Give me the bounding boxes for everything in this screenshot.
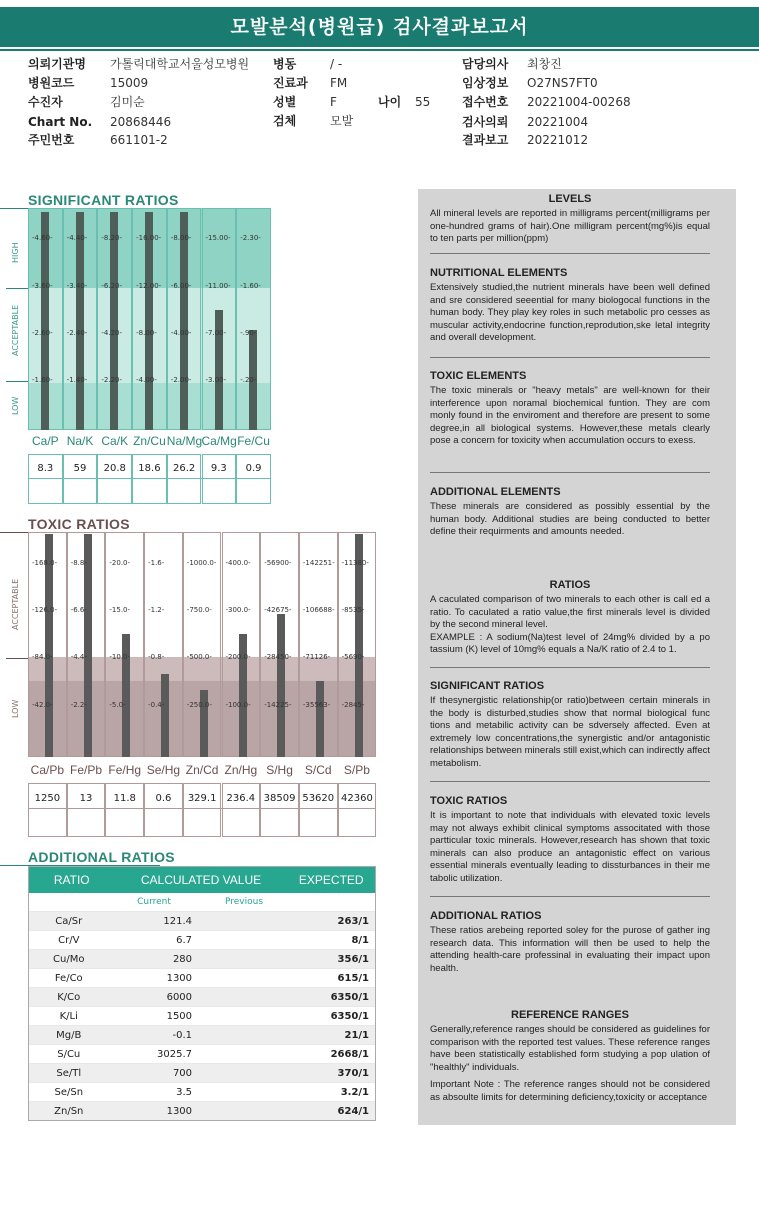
table-row — [29, 911, 375, 930]
divider — [430, 472, 710, 473]
current-cell: 700 — [172, 1067, 193, 1079]
current-cell: 3.5 — [176, 1086, 193, 1098]
ratio-label: Na/Mg — [166, 434, 203, 448]
info-value: FM — [330, 76, 348, 90]
ratios-section — [430, 579, 710, 657]
info-value: / - — [330, 57, 343, 71]
ratio-label: Ca/Pb — [30, 763, 65, 777]
additional-ratios-text: These ratios arebeing reported soley for the purose of gather ing research data. This information will then be used to help the attending health-care professinal in evaluating their impact upon health. — [430, 925, 710, 974]
table-body — [29, 911, 375, 1120]
tick-label: -84.0- — [32, 653, 53, 661]
ratio-label: Zn/Hg — [224, 763, 258, 777]
col-header-calculated: CALCULATED VALUE — [140, 873, 262, 887]
info-label: 진료과 — [273, 76, 308, 90]
ratio-value: 0.9 — [245, 463, 262, 474]
additional-elements-section — [430, 486, 710, 539]
ratio-label: Fe/Cu — [237, 434, 270, 448]
tick-label: -8535- — [341, 606, 365, 614]
table-row — [29, 1044, 375, 1063]
info-value: 가톨릭대학교서울성모병원 — [110, 57, 250, 71]
value-cell — [63, 454, 98, 504]
tick-label: -6.00- — [170, 282, 192, 290]
expected-cell: 615/1 — [337, 972, 370, 984]
info-value: 모발 — [330, 114, 354, 128]
y-zone-label: HIGH — [11, 242, 20, 263]
zone-marker — [6, 381, 28, 382]
tick-label: -71126- — [302, 653, 331, 661]
toxic-ratios-heading: TOXIC RATIOS — [430, 795, 508, 807]
expected-cell: 21/1 — [344, 1029, 370, 1041]
ratio-label: Ca/Mg — [201, 434, 237, 448]
ratio-label: Zn/Cd — [185, 763, 219, 777]
tick-label: -106688- — [302, 606, 335, 614]
expected-cell: 356/1 — [337, 953, 370, 965]
tick-label: -6.6- — [70, 606, 87, 614]
tick-label: -3.40- — [66, 282, 88, 290]
y-zone-label: LOW — [11, 699, 20, 718]
toxic-ratios-chart — [0, 532, 380, 838]
ratio-cell: Ca/Sr — [55, 915, 83, 927]
ratio-bar — [145, 212, 153, 430]
info-value: 김미순 — [110, 95, 145, 109]
additional-elements-text: These minerals are considered as possibly essential by the human body. Additional studies are being conducted to better define their requirments and amounts needed. — [430, 501, 710, 537]
tick-label: -250.0- — [186, 701, 212, 709]
info-label: Chart No. — [28, 115, 93, 129]
info-label: 병동 — [273, 57, 297, 71]
divider — [430, 253, 710, 254]
value-cell — [167, 454, 202, 504]
info-value: 15009 — [110, 76, 149, 90]
table-row — [29, 968, 375, 987]
info-value: 55 — [415, 95, 431, 109]
table-row — [29, 1082, 375, 1101]
ratio-cell: Mg/B — [56, 1029, 82, 1041]
significant-ratios-title: SIGNIFICANT RATIOS — [28, 192, 179, 208]
tick-label: -15.0- — [109, 606, 131, 614]
y-zone-label: LOW — [11, 396, 20, 415]
ratio-bar — [110, 212, 118, 430]
expected-cell: 8/1 — [351, 934, 370, 946]
ratio-cell: K/Co — [57, 991, 81, 1003]
ratio-value: 20.8 — [103, 463, 126, 474]
reference-ranges-note: Important Note : The reference ranges should not be considered as absoulte limits for determining deficiency,toxicity or acceptance — [430, 1079, 710, 1103]
ratio-value: 38509 — [263, 793, 296, 804]
subheader-current: Current — [137, 897, 171, 907]
divider — [430, 781, 710, 782]
info-value: 20221012 — [527, 133, 589, 147]
tick-label: -12.00- — [136, 282, 162, 290]
additional-ratios-heading: ADDITIONAL RATIOS — [430, 910, 542, 922]
tick-label: -400.0- — [225, 559, 251, 567]
info-value: O27NS7FT0 — [527, 76, 598, 90]
ratio-label: S/Cd — [304, 763, 332, 777]
ratio-cell: Fe/Co — [54, 972, 83, 984]
tick-label: -1.2- — [148, 606, 165, 614]
info-label: 주민번호 — [28, 133, 75, 147]
expected-cell: 6350/1 — [330, 1010, 370, 1022]
table-header — [29, 867, 375, 893]
zone-marker — [6, 658, 28, 659]
expected-cell: 6350/1 — [330, 991, 370, 1003]
expected-cell: 370/1 — [337, 1067, 370, 1079]
tick-label: -0.8- — [148, 653, 165, 661]
value-cell — [67, 783, 106, 837]
info-label: 수진자 — [28, 95, 63, 109]
ratio-cell: K/Li — [59, 1010, 78, 1022]
reference-ranges-section — [430, 1009, 710, 1104]
additional-ratios-table — [28, 866, 376, 1121]
tick-label: -16.00- — [136, 234, 162, 242]
tick-label: -0.4- — [148, 701, 165, 709]
ratio-value: 53620 — [302, 793, 335, 804]
tick-label: -8.00- — [170, 234, 192, 242]
tick-label: -2.2- — [70, 701, 87, 709]
tick-label: -35563- — [302, 701, 331, 709]
tick-label: -4.60- — [32, 234, 53, 242]
tick-label: -8.00- — [136, 329, 157, 337]
info-label: 나이 — [378, 95, 402, 109]
info-grid — [0, 55, 759, 155]
reference-ranges-heading: REFERENCE RANGES — [511, 1009, 629, 1021]
nutritional-heading: NUTRITIONAL ELEMENTS — [430, 267, 568, 279]
info-label: 담당의사 — [462, 57, 509, 71]
tick-label: -42.0- — [32, 701, 53, 709]
tick-label: -4.4- — [70, 653, 87, 661]
table-row — [29, 930, 375, 949]
current-cell: 1300 — [166, 1105, 193, 1117]
ratio-value: 59 — [73, 463, 87, 474]
tick-label: -200.0- — [225, 653, 251, 661]
additional-ratios-section — [430, 910, 710, 975]
toxic-elements-text: The toxic minerals or "heavy metals" are well-known for their interference upon noramal biochemical funtion. They are com monly found in the enviroment and therefore are present to some degree,in all biological systems. However,these metals clearly pose a concern for toxicity when accumulation occurs to exess. — [430, 385, 710, 446]
tick-label: -3.60- — [32, 282, 53, 290]
tick-label: -28450- — [264, 653, 292, 661]
tick-label: -1.60- — [32, 376, 53, 384]
table-row — [29, 949, 375, 968]
tick-label: -2.30- — [240, 234, 261, 242]
toxic-elements-section — [430, 370, 710, 448]
nutritional-text: Extensively studied,the nutrient minerals have been well defined and sre considered seeential for many biologocal functions in the human body. They play key roles in such metabolic pro cesses as muscular activity,endocrine function,reprodution,ske letal integrity and overall development. — [430, 282, 710, 343]
info-value: 20868446 — [110, 115, 172, 129]
info-label: 의뢰기관명 — [28, 57, 86, 71]
ratio-label: Fe/Pb — [70, 763, 103, 777]
y-zone-label: ACCEPTABLE — [11, 304, 20, 356]
tick-label: -100.0- — [225, 701, 251, 709]
value-cell — [202, 454, 237, 504]
ratio-value: 42360 — [341, 793, 373, 804]
row-divider — [28, 478, 271, 479]
explanation-panel — [418, 189, 736, 1125]
current-cell: 1300 — [166, 972, 193, 984]
ratio-bar — [45, 534, 53, 757]
current-cell: 6.7 — [176, 934, 193, 946]
value-cell — [105, 783, 144, 837]
ratio-value: 236.4 — [226, 793, 256, 804]
col-header-expected: EXPECTED — [298, 873, 364, 887]
tick-label: -6.20- — [101, 282, 123, 290]
tick-label: -4.20- — [101, 329, 123, 337]
info-value: 20221004 — [527, 115, 589, 129]
info-value: 661101-2 — [110, 133, 168, 147]
info-label: 검체 — [273, 114, 297, 128]
ratio-bar — [316, 681, 324, 757]
toxic-ratios-text: It is important to note that individuals with elevated toxic levels may not always exhibit clinical symptoms associtated with those partticular toxic minerals. However,research has shown that toxic minerals can also produce an antagonistic effect on various essential minerals eventually leading to dissturbances in their me tabolic utilization. — [430, 810, 710, 884]
tick-label: -11.00- — [205, 282, 231, 290]
tick-label: -142251- — [302, 559, 335, 567]
ratio-value: 8.3 — [37, 463, 54, 474]
ratio-bar — [277, 614, 285, 757]
tick-label: -750.0- — [186, 606, 212, 614]
tick-label: -2.40- — [66, 329, 88, 337]
levels-heading: LEVELS — [548, 193, 592, 205]
ratio-bar — [161, 674, 169, 757]
value-cell — [299, 783, 338, 837]
value-cell — [236, 454, 271, 504]
tick-label: -5.0- — [109, 701, 126, 709]
tick-label: -4.40- — [66, 234, 88, 242]
ratio-cell: Cu/Mo — [53, 953, 85, 965]
value-cell — [132, 454, 167, 504]
reference-ranges-text: Generally,reference ranges should be considered as guidelines for comparison with the reported test values. These reference ranges have been statistically established form studying a pop ulation of "healthly" individuals. — [430, 1024, 710, 1073]
tick-label: -8.20- — [101, 234, 123, 242]
info-label: 병원코드 — [28, 76, 75, 90]
ratio-value: 329.1 — [187, 793, 217, 804]
divider — [430, 896, 710, 897]
ratio-bar — [84, 534, 92, 757]
tick-label: -.90- — [240, 329, 257, 337]
tick-label: -168.0- — [32, 559, 58, 567]
ratio-bar — [355, 534, 363, 757]
info-label: 결과보고 — [462, 133, 509, 147]
zone-marker — [6, 288, 28, 289]
table-row — [29, 1006, 375, 1025]
info-label: 검사의뢰 — [462, 115, 509, 129]
tick-label: -126.0- — [32, 606, 58, 614]
tick-label: -1.40- — [66, 376, 88, 384]
tick-label: -56900- — [264, 559, 292, 567]
ratio-bar — [76, 212, 84, 430]
tick-label: -2.60- — [32, 329, 53, 337]
table-row — [29, 1101, 375, 1120]
ratio-label: Na/K — [66, 434, 94, 448]
tick-label: -2.00- — [170, 376, 192, 384]
current-cell: 121.4 — [163, 915, 193, 927]
value-cell — [222, 783, 261, 837]
ratio-value: 9.3 — [210, 463, 227, 474]
significant-ratios-section — [430, 680, 710, 770]
ratio-cell: Se/Tl — [56, 1067, 82, 1079]
ratios-text: A caculated comparison of two minerals to each other is call ed a ratio. To caculated a ratio value,the first minerals level is divided by the second mineral level. — [430, 594, 710, 630]
toxic-ratios-section — [430, 795, 710, 885]
ratio-value: 11.8 — [113, 793, 136, 804]
ratio-bar — [180, 212, 188, 430]
value-cell — [260, 783, 299, 837]
table-row — [29, 987, 375, 1006]
ratio-label: S/Pb — [343, 763, 370, 777]
current-cell: 3025.7 — [157, 1048, 193, 1060]
current-cell: -0.1 — [172, 1029, 193, 1041]
table-row — [29, 1063, 375, 1082]
ratio-label: Zn/Cu — [133, 434, 166, 448]
ratio-label: Ca/K — [101, 434, 129, 448]
col-header-ratio: RATIO — [53, 873, 90, 887]
info-label: 접수번호 — [462, 95, 509, 109]
table-subheader — [29, 893, 375, 911]
tick-label: -14225- — [264, 701, 292, 709]
value-cell — [183, 783, 222, 837]
nutritional-section — [430, 267, 710, 345]
ratio-cell: Se/Sn — [54, 1086, 84, 1098]
y-zone-label: ACCEPTABLE — [11, 578, 20, 630]
tick-label: -7.00- — [205, 329, 227, 337]
ratio-label: Fe/Hg — [108, 763, 142, 777]
current-cell: 6000 — [166, 991, 193, 1003]
tick-label: -8.8- — [70, 559, 87, 567]
tick-label: -1.6- — [148, 559, 165, 567]
ratio-bar — [41, 212, 49, 430]
levels-text: All mineral levels are reported in milligrams percent(milligrams per one-hundred grams of hair).One milligram percent(mg%)is equal to ten parts per million(ppm) — [430, 208, 710, 244]
table-row — [29, 1025, 375, 1044]
tick-label: -15.00- — [205, 234, 231, 242]
info-label: 임상정보 — [462, 76, 509, 90]
value-cell — [144, 783, 183, 837]
expected-cell: 624/1 — [337, 1105, 370, 1117]
ratio-value: 26.2 — [173, 463, 196, 474]
divider — [430, 357, 710, 358]
additional-elements-heading: ADDITIONAL ELEMENTS — [430, 486, 561, 498]
info-value: F — [330, 95, 337, 109]
tick-label: -2.20- — [101, 376, 123, 384]
tick-label: -4.00- — [170, 329, 192, 337]
ratios-example: EXAMPLE : A sodium(Na)test level of 24mg% divided by a po tassium (K) level of 10mg% equals a Na/K ratio of 2.4 to 1. — [430, 631, 710, 655]
row-divider — [28, 808, 376, 809]
ratio-cell: Zn/Sn — [54, 1105, 84, 1117]
report-title: 모발분석(병원급) 검사결과보고서 — [0, 7, 759, 47]
value-cell — [338, 783, 377, 837]
tick-label: -4.00- — [136, 376, 157, 384]
ratio-value: 1250 — [34, 793, 61, 804]
tick-label: -10.0- — [109, 653, 131, 661]
toxic-ratios-title: TOXIC RATIOS — [28, 516, 130, 532]
toxic-elements-heading: TOXIC ELEMENTS — [430, 370, 527, 382]
significant-ratios-text: If thesynergistic relationship(or ratio)between certain minerals in the body is disturbed,studies show that normal biological func tions and metabilic activity can be sdversely affected. Even at extremely low concentrations,the synergistic and/or antagonistic relationships between minerals still exist,which can indirectly affect metabolism. — [430, 695, 710, 769]
tick-label: -1.60- — [240, 282, 261, 290]
ratio-value: 13 — [79, 793, 93, 804]
ratio-cell: S/Cu — [57, 1048, 81, 1060]
info-value: 20221004-00268 — [527, 95, 631, 109]
tick-label: -2845- — [341, 701, 365, 709]
ratio-value: 18.6 — [138, 463, 161, 474]
tick-label: -3.00- — [205, 376, 227, 384]
levels-section — [430, 193, 710, 246]
value-cell — [28, 454, 63, 504]
value-cell — [28, 783, 67, 837]
expected-cell: 3.2/1 — [340, 1086, 370, 1098]
significant-ratios-chart — [0, 208, 280, 508]
tick-label: -5690- — [341, 653, 365, 661]
tick-label: -500.0- — [186, 653, 212, 661]
significant-ratios-heading: SIGNIFICANT RATIOS — [430, 680, 545, 692]
info-label: 성별 — [273, 95, 297, 109]
divider — [430, 667, 710, 668]
ratio-cell: Cr/V — [58, 934, 80, 946]
tick-label: -1000.0- — [186, 559, 217, 567]
ratio-label: S/Hg — [266, 763, 293, 777]
expected-cell: 2668/1 — [330, 1048, 370, 1060]
tick-label: -20.0- — [109, 559, 131, 567]
tick-label: -42675- — [264, 606, 292, 614]
additional-ratios-title: ADDITIONAL RATIOS — [28, 849, 175, 865]
current-cell: 280 — [172, 953, 193, 965]
tick-label: -.20- — [240, 376, 257, 384]
expected-cell: 263/1 — [337, 915, 370, 927]
tick-label: -11380- — [341, 559, 369, 567]
ratios-heading: RATIOS — [549, 579, 591, 591]
ratio-label: Ca/P — [32, 434, 59, 448]
subheader-previous: Previous — [224, 897, 264, 907]
info-value: 최창진 — [527, 57, 562, 71]
tick-label: -300.0- — [225, 606, 251, 614]
value-cell — [97, 454, 132, 504]
current-cell: 1500 — [166, 1010, 193, 1022]
ratio-value: 0.6 — [155, 793, 172, 804]
ratio-label: Se/Hg — [146, 763, 181, 777]
